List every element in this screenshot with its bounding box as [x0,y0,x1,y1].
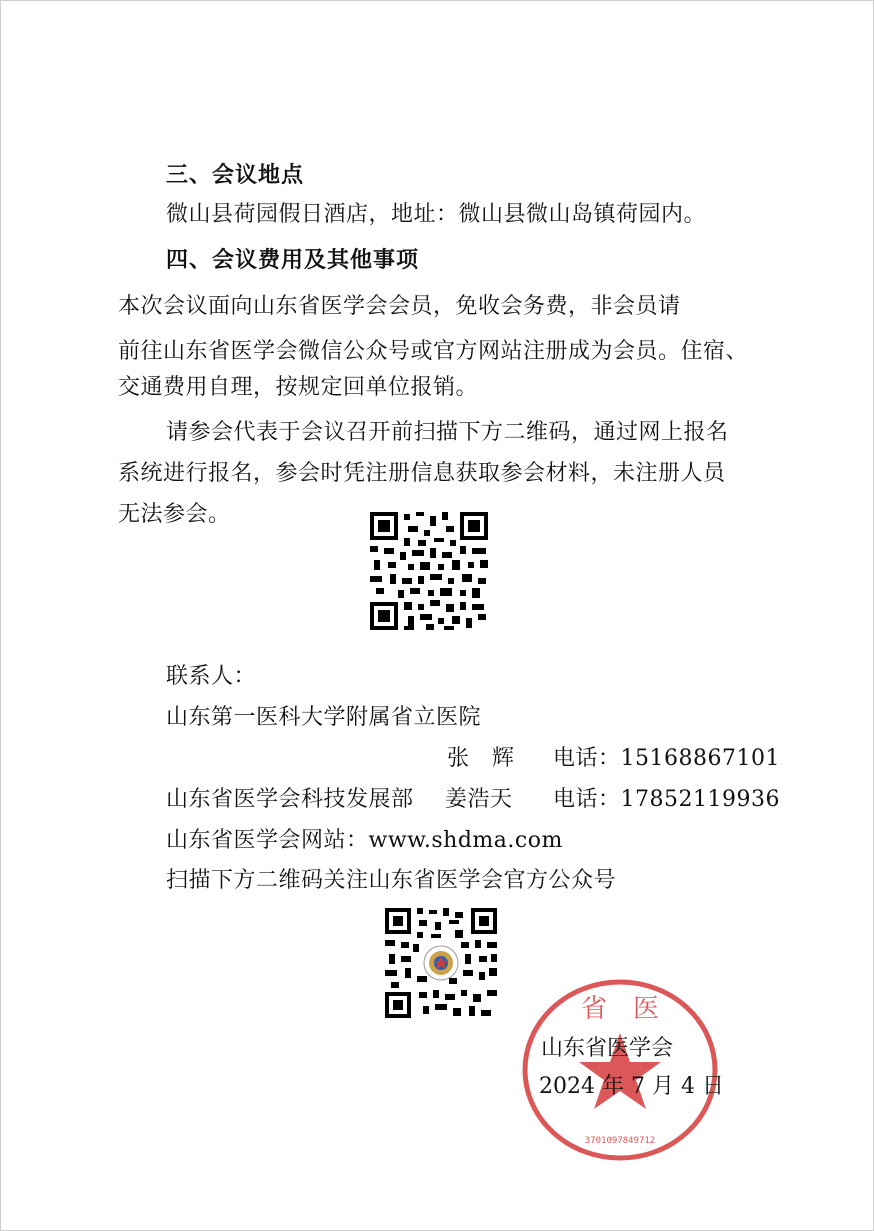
website-text: 山东省医学会网站：www.shdma.com [166,828,563,853]
section4-p1-line2: 前往山东省医学会微信公众号或官方网站注册成为会员。住宿、 [118,339,749,364]
seal-top-text: 省 医 [580,994,660,1024]
contact-phone2: 电话：17852119936 [553,787,780,812]
contact-org1: 山东第一医科大学附属省立医院 [166,705,482,730]
section4-heading: 四、会议费用及其他事项 [166,248,420,273]
section4-p2-line3: 无法参会。 [118,502,231,527]
signature-date: 2024 年 7 月 4 日 [539,1074,724,1099]
section4-p2-line1: 请参会代表于会议召开前扫描下方二维码，通过网上报名 [166,420,729,445]
contact-org2: 山东省医学会科技发展部 [166,787,414,812]
seal-bottom-number: 3701097849712 [584,1136,656,1146]
section4-p1-line3: 交通费用自理，按规定回单位报销。 [118,375,479,400]
section3-heading: 三、会议地点 [166,163,305,188]
contact-person2: 姜浩天 [445,787,513,812]
section3-text: 微山县荷园假日酒店，地址：微山县微山岛镇荷园内。 [166,202,707,227]
contact-phone1: 电话：15168867101 [553,746,780,771]
official-seal-stamp [515,975,725,1165]
official-account-qr-code[interactable] [383,906,499,1020]
signature-org: 山东省医学会 [541,1036,674,1061]
contacts-label: 联系人： [166,664,257,689]
section4-p1-line1: 本次会议面向山东省医学会会员，免收会务费，非会员请 [118,294,681,319]
contact-person1: 张 辉 [447,746,515,771]
section4-p2-line2: 系统进行报名，参会时凭注册信息获取参会材料，未注册人员 [118,461,726,486]
qr-follow-note: 扫描下方二维码关注山东省医学会官方公众号 [166,868,617,893]
registration-qr-code[interactable] [368,510,490,632]
